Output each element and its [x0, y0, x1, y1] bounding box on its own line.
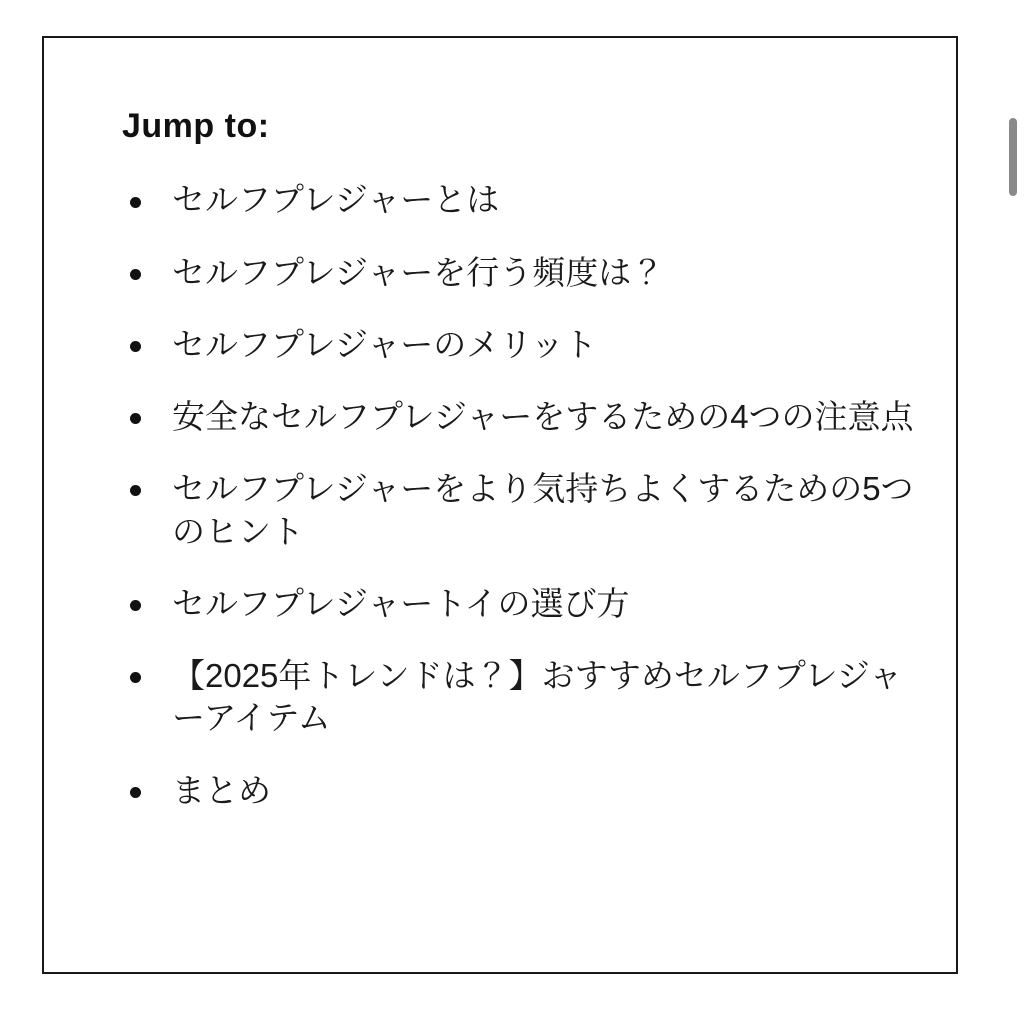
toc-link[interactable]: セルフプレジャーをより気持ちよくするための5つのヒント [172, 470, 914, 550]
page-title: Jump to: [122, 107, 270, 145]
list-item[interactable] [122, 468, 916, 552]
list-item[interactable] [122, 583, 916, 625]
bullet-icon [130, 672, 141, 683]
list-item[interactable] [122, 324, 916, 366]
jump-to-box [42, 36, 958, 974]
toc-link[interactable]: セルフプレジャーとは [172, 181, 500, 219]
list-item[interactable] [122, 770, 916, 812]
list-item[interactable] [122, 396, 916, 438]
list-item[interactable] [122, 655, 916, 739]
toc-link[interactable]: セルフプレジャーを行う頻度は？ [172, 253, 665, 291]
bullet-icon [130, 413, 141, 424]
bullet-icon [130, 600, 141, 611]
bullet-icon [130, 269, 141, 280]
jump-to-content [44, 38, 956, 832]
table-of-contents-list [122, 179, 916, 811]
list-item[interactable] [122, 252, 916, 294]
list-item[interactable] [122, 179, 916, 221]
toc-link[interactable]: セルフプレジャーのメリット [172, 325, 597, 363]
bullet-icon [130, 341, 141, 352]
toc-link[interactable]: 安全なセルフプレジャーをするための4つの注意点 [172, 398, 914, 436]
scrollbar-thumb[interactable] [1009, 118, 1017, 196]
bullet-icon [130, 197, 141, 208]
toc-link[interactable]: 【2025年トレンドは？】おすすめセルフプレジャーアイテム [172, 657, 903, 737]
toc-link[interactable]: まとめ [172, 771, 271, 809]
bullet-icon [130, 787, 141, 798]
toc-link[interactable]: セルフプレジャートイの選び方 [172, 584, 630, 622]
bullet-icon [130, 485, 141, 496]
